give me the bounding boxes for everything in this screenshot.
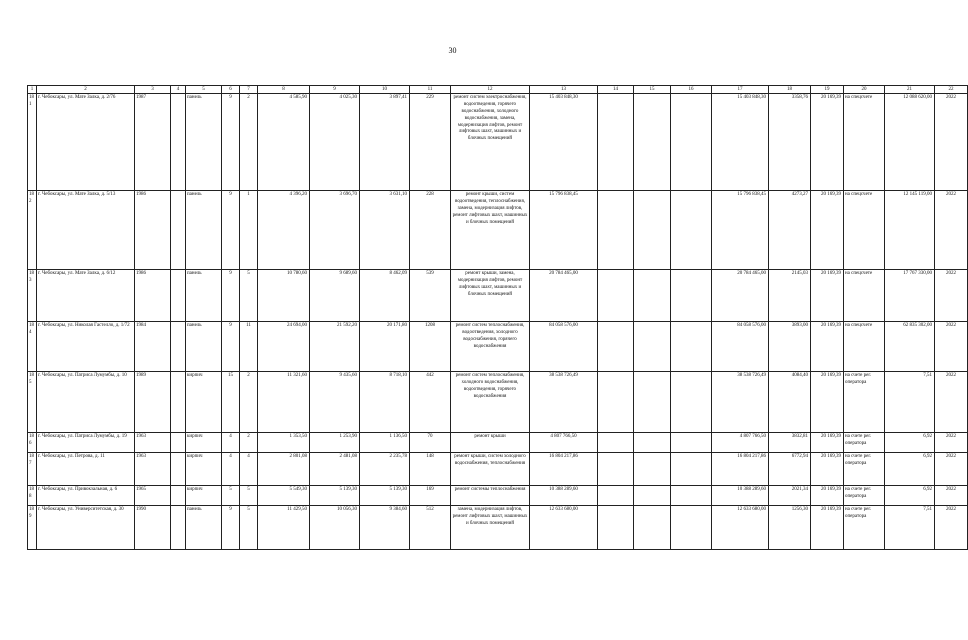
- column-number: 12: [451, 86, 530, 94]
- page-number: 30: [448, 46, 457, 55]
- empty-cell: [634, 322, 671, 372]
- cost-cell: 38 538 726,49: [530, 372, 598, 433]
- fund-method-cell: на счете рег. оператора: [844, 433, 885, 453]
- fund-method-cell: на счете рег. оператора: [844, 453, 885, 486]
- fund-method-cell: на счете рег. оператора: [844, 372, 885, 433]
- year-cell: 1986: [135, 191, 171, 270]
- table-row: [28, 191, 968, 270]
- column-number: 22: [935, 86, 968, 94]
- floors-cell: 4: [222, 453, 240, 486]
- residential-area-cell: 9 384,60: [360, 506, 410, 550]
- table-row: [28, 506, 968, 550]
- limit-cost-cell: 20 169,39: [811, 433, 844, 453]
- table-row: [28, 372, 968, 433]
- unit-cost-cell: 4273,27: [769, 191, 811, 270]
- fund-method-cell: на спецсчете: [844, 191, 885, 270]
- fund-method-cell: на счете рег. оператора: [844, 486, 885, 506]
- floors-cell: 15: [222, 372, 240, 433]
- works-cell: ремонт системы теплоснабжения: [451, 486, 530, 506]
- cost-cell: 20 784 465,00: [530, 270, 598, 322]
- year-plan-cell: 2022: [935, 433, 968, 453]
- limit-cost-cell: 20 169,39: [811, 453, 844, 486]
- year-cell: 1987: [135, 94, 171, 191]
- total-cost-cell: 10 388 289,60: [712, 486, 769, 506]
- table-row: [28, 433, 968, 453]
- residential-area-cell: 3 631,10: [360, 191, 410, 270]
- empty-cell: [171, 270, 186, 322]
- row-number: 189: [28, 506, 37, 550]
- floors-cell: 9: [222, 191, 240, 270]
- residents-cell: 229: [410, 94, 451, 191]
- column-number: 10: [360, 86, 410, 94]
- cost-cell: 16 804 217,86: [530, 453, 598, 486]
- entrances-cell: 2: [240, 433, 258, 453]
- total-area-cell: 4 585,90: [258, 94, 310, 191]
- limit-cost-cell: 20 169,39: [811, 191, 844, 270]
- year-plan-cell: 2022: [935, 322, 968, 372]
- address-cell: г. Чебоксары, ул. Патриса Лумумбы, д. 19: [37, 433, 135, 453]
- amount-cell: 7,51: [885, 506, 935, 550]
- empty-cell: [671, 94, 712, 191]
- row-number: 185: [28, 372, 37, 433]
- empty-cell: [671, 372, 712, 433]
- empty-cell: [634, 191, 671, 270]
- empty-cell: [671, 270, 712, 322]
- empty-cell: [671, 433, 712, 453]
- empty-cell: [634, 506, 671, 550]
- unit-cost-cell: 4084,40: [769, 372, 811, 433]
- residents-cell: 442: [410, 372, 451, 433]
- total-area-cell: 11 321,60: [258, 372, 310, 433]
- residential-area-cell: 2 235,78: [360, 453, 410, 486]
- column-number: 21: [885, 86, 935, 94]
- total-area-cell: 10 780,60: [258, 270, 310, 322]
- amount-cell: 6,92: [885, 486, 935, 506]
- wall-material-cell: кирпич: [186, 433, 222, 453]
- empty-cell: [671, 453, 712, 486]
- works-cell: ремонт крыши, замена, модернизация лифтов, ремонт лифтовых шахт, машинных и блочных помещений: [451, 270, 530, 322]
- entrances-cell: 1: [240, 191, 258, 270]
- residents-cell: 539: [410, 270, 451, 322]
- wall-material-cell: панель: [186, 270, 222, 322]
- address-cell: г. Чебоксары, ул. Привокзальная, д. 6: [37, 486, 135, 506]
- empty-cell: [671, 191, 712, 270]
- limit-cost-cell: 20 169,39: [811, 486, 844, 506]
- unit-cost-cell: 3832,81: [769, 433, 811, 453]
- living-area-cell: 2 481,08: [310, 453, 360, 486]
- total-area-cell: 2 801,08: [258, 453, 310, 486]
- total-area-cell: 11 429,50: [258, 506, 310, 550]
- address-cell: г. Чебоксары, ул. Николая Гастелло, д. 1/72: [37, 322, 135, 372]
- empty-cell: [634, 486, 671, 506]
- residential-area-cell: 5 139,30: [360, 486, 410, 506]
- amount-cell: 6,92: [885, 433, 935, 453]
- capital-repair-table: [27, 85, 968, 550]
- wall-material-cell: кирпич: [186, 453, 222, 486]
- fund-method-cell: на спецсчете: [844, 270, 885, 322]
- cost-cell: 84 058 576,00: [530, 322, 598, 372]
- year-cell: 1984: [135, 322, 171, 372]
- empty-cell: [598, 453, 634, 486]
- empty-cell: [171, 433, 186, 453]
- row-number: 187: [28, 453, 37, 486]
- total-area-cell: 5 549,30: [258, 486, 310, 506]
- year-plan-cell: 2022: [935, 486, 968, 506]
- empty-cell: [671, 506, 712, 550]
- total-area-cell: 1 353,50: [258, 433, 310, 453]
- column-number: 18: [769, 86, 811, 94]
- entrances-cell: 2: [240, 94, 258, 191]
- amount-cell: 6,92: [885, 453, 935, 486]
- living-area-cell: 5 139,30: [310, 486, 360, 506]
- year-plan-cell: 2022: [935, 372, 968, 433]
- address-cell: г. Чебоксары, ул. Петрова, д. 11: [37, 453, 135, 486]
- empty-cell: [598, 506, 634, 550]
- table-row: [28, 94, 968, 191]
- column-number: 13: [530, 86, 598, 94]
- total-cost-cell: 15 403 848,30: [712, 94, 769, 191]
- table-row: [28, 322, 968, 372]
- total-cost-cell: 16 804 217,86: [712, 453, 769, 486]
- residents-cell: 512: [410, 506, 451, 550]
- entrances-cell: 5: [240, 506, 258, 550]
- address-cell: г. Чебоксары, ул. Университетская, д. 30: [37, 506, 135, 550]
- column-number: 4: [171, 86, 186, 94]
- amount-cell: 12 145 119,00: [885, 191, 935, 270]
- cost-cell: 15 796 838,45: [530, 191, 598, 270]
- floors-cell: 9: [222, 270, 240, 322]
- column-number: 11: [410, 86, 451, 94]
- total-area-cell: 4 396,20: [258, 191, 310, 270]
- entrances-cell: 11: [240, 322, 258, 372]
- table-header-row: [28, 86, 968, 94]
- column-number: 9: [310, 86, 360, 94]
- column-number: 15: [634, 86, 671, 94]
- column-number: 2: [37, 86, 135, 94]
- floors-cell: 9: [222, 322, 240, 372]
- living-area-cell: 3 696,70: [310, 191, 360, 270]
- empty-cell: [634, 433, 671, 453]
- column-number: 16: [671, 86, 712, 94]
- empty-cell: [171, 372, 186, 433]
- table-row: [28, 453, 968, 486]
- wall-material-cell: панель: [186, 191, 222, 270]
- empty-cell: [598, 372, 634, 433]
- residents-cell: 1208: [410, 322, 451, 372]
- empty-cell: [671, 486, 712, 506]
- table-row: [28, 486, 968, 506]
- table-row: [28, 270, 968, 322]
- residential-area-cell: 8 462,09: [360, 270, 410, 322]
- fund-method-cell: на счете рег. оператора: [844, 506, 885, 550]
- residential-area-cell: 8 718,10: [360, 372, 410, 433]
- row-number: 183: [28, 270, 37, 322]
- year-cell: 1963: [135, 433, 171, 453]
- limit-cost-cell: 20 169,39: [811, 506, 844, 550]
- entrances-cell: 5: [240, 486, 258, 506]
- row-number: 182: [28, 191, 37, 270]
- unit-cost-cell: 3893,00: [769, 322, 811, 372]
- empty-cell: [598, 486, 634, 506]
- empty-cell: [171, 486, 186, 506]
- limit-cost-cell: 20 169,39: [811, 372, 844, 433]
- residents-cell: 228: [410, 191, 451, 270]
- column-number: 20: [844, 86, 885, 94]
- empty-cell: [598, 433, 634, 453]
- empty-cell: [671, 322, 712, 372]
- residents-cell: 70: [410, 433, 451, 453]
- residents-cell: 148: [410, 453, 451, 486]
- living-area-cell: 10 056,30: [310, 506, 360, 550]
- total-cost-cell: 4 807 766,50: [712, 433, 769, 453]
- unit-cost-cell: 1256,30: [769, 506, 811, 550]
- amount-cell: 12 088 620,00: [885, 94, 935, 191]
- works-cell: ремонт систем теплоснабжения, холодного водоснабжения, водоотведения, горячего водоснабжения: [451, 372, 530, 433]
- empty-cell: [171, 453, 186, 486]
- column-number: 14: [598, 86, 634, 94]
- empty-cell: [634, 94, 671, 191]
- total-cost-cell: 15 796 838,45: [712, 191, 769, 270]
- residential-area-cell: 20 171,80: [360, 322, 410, 372]
- empty-cell: [171, 322, 186, 372]
- empty-cell: [171, 506, 186, 550]
- fund-method-cell: на спецсчете: [844, 322, 885, 372]
- residents-cell: 169: [410, 486, 451, 506]
- living-area-cell: 4 025,30: [310, 94, 360, 191]
- amount-cell: 17 767 330,00: [885, 270, 935, 322]
- cost-cell: 4 807 766,50: [530, 433, 598, 453]
- living-area-cell: 9 435,60: [310, 372, 360, 433]
- row-number: 184: [28, 322, 37, 372]
- cost-cell: 15 403 848,30: [530, 94, 598, 191]
- residential-area-cell: 3 897,41: [360, 94, 410, 191]
- works-cell: ремонт крыши: [451, 433, 530, 453]
- fund-method-cell: на спецсчете: [844, 94, 885, 191]
- empty-cell: [598, 322, 634, 372]
- year-cell: 1963: [135, 453, 171, 486]
- floors-cell: 9: [222, 506, 240, 550]
- column-number: 3: [135, 86, 171, 94]
- address-cell: г. Чебоксары, ул. Мате Залка, д. 2/76: [37, 94, 135, 191]
- cost-cell: 10 388 289,60: [530, 486, 598, 506]
- empty-cell: [171, 94, 186, 191]
- column-number: 1: [28, 86, 37, 94]
- entrances-cell: 4: [240, 453, 258, 486]
- empty-cell: [634, 453, 671, 486]
- total-cost-cell: 20 784 465,00: [712, 270, 769, 322]
- empty-cell: [598, 191, 634, 270]
- total-cost-cell: 38 538 726,49: [712, 372, 769, 433]
- year-plan-cell: 2022: [935, 94, 968, 191]
- column-number: 5: [186, 86, 222, 94]
- address-cell: г. Чебоксары, ул. Мате Залка, д. 6/12: [37, 270, 135, 322]
- wall-material-cell: кирпич: [186, 372, 222, 433]
- empty-cell: [598, 270, 634, 322]
- floors-cell: 9: [222, 94, 240, 191]
- entrances-cell: 5: [240, 270, 258, 322]
- column-number: 7: [240, 86, 258, 94]
- amount-cell: 62 835 302,00: [885, 322, 935, 372]
- total-cost-cell: 84 058 576,00: [712, 322, 769, 372]
- floors-cell: 5: [222, 486, 240, 506]
- living-area-cell: 9 689,60: [310, 270, 360, 322]
- total-area-cell: 24 694,00: [258, 322, 310, 372]
- year-cell: 1989: [135, 372, 171, 433]
- wall-material-cell: панель: [186, 322, 222, 372]
- living-area-cell: 1 253,90: [310, 433, 360, 453]
- wall-material-cell: кирпич: [186, 486, 222, 506]
- empty-cell: [634, 270, 671, 322]
- cost-cell: 12 633 680,00: [530, 506, 598, 550]
- row-number: 181: [28, 94, 37, 191]
- amount-cell: 7,51: [885, 372, 935, 433]
- empty-cell: [171, 191, 186, 270]
- works-cell: ремонт систем электроснабжения, водоотведения, горячего водоснабжения, холодного водоснабжения, замена, модернизация лифтов, ремонт лифтовых шахт, машинных и блочных помещений: [451, 94, 530, 191]
- row-number: 186: [28, 433, 37, 453]
- column-number: 6: [222, 86, 240, 94]
- address-cell: г. Чебоксары, ул. Мате Залка, д. 5/13: [37, 191, 135, 270]
- column-number: 17: [712, 86, 769, 94]
- works-cell: ремонт крыши, систем водоотведения, теплоснабжения, замена, модернизация лифтов, ремонт лифтовых шахт, машинных и блочных помещений: [451, 191, 530, 270]
- row-number: 188: [28, 486, 37, 506]
- column-number: 8: [258, 86, 310, 94]
- residential-area-cell: 1 136,50: [360, 433, 410, 453]
- empty-cell: [634, 372, 671, 433]
- works-cell: ремонт систем теплоснабжения, водоотведения, холодного водоснабжения, горячего водоснабжения: [451, 322, 530, 372]
- works-cell: ремонт крыши, систем холодного водоснабжения, теплоснабжения: [451, 453, 530, 486]
- wall-material-cell: панель: [186, 94, 222, 191]
- works-cell: замена, модернизация лифтов, ремонт лифтовых шахт, машинных и блочных помещений: [451, 506, 530, 550]
- year-plan-cell: 2022: [935, 191, 968, 270]
- year-cell: 1986: [135, 270, 171, 322]
- year-cell: 1965: [135, 486, 171, 506]
- entrances-cell: 2: [240, 372, 258, 433]
- living-area-cell: 21 592,20: [310, 322, 360, 372]
- year-plan-cell: 2022: [935, 270, 968, 322]
- year-plan-cell: 2022: [935, 453, 968, 486]
- unit-cost-cell: 2145,03: [769, 270, 811, 322]
- limit-cost-cell: 20 169,39: [811, 94, 844, 191]
- limit-cost-cell: 20 169,39: [811, 322, 844, 372]
- empty-cell: [598, 94, 634, 191]
- unit-cost-cell: 2021,34: [769, 486, 811, 506]
- year-cell: 1990: [135, 506, 171, 550]
- address-cell: г. Чебоксары, ул. Патриса Лумумбы, д. 10: [37, 372, 135, 433]
- total-cost-cell: 12 633 680,00: [712, 506, 769, 550]
- year-plan-cell: 2022: [935, 506, 968, 550]
- unit-cost-cell: 6772,94: [769, 453, 811, 486]
- unit-cost-cell: 3358,76: [769, 94, 811, 191]
- wall-material-cell: панель: [186, 506, 222, 550]
- column-number: 19: [811, 86, 844, 94]
- floors-cell: 4: [222, 433, 240, 453]
- limit-cost-cell: 20 169,39: [811, 270, 844, 322]
